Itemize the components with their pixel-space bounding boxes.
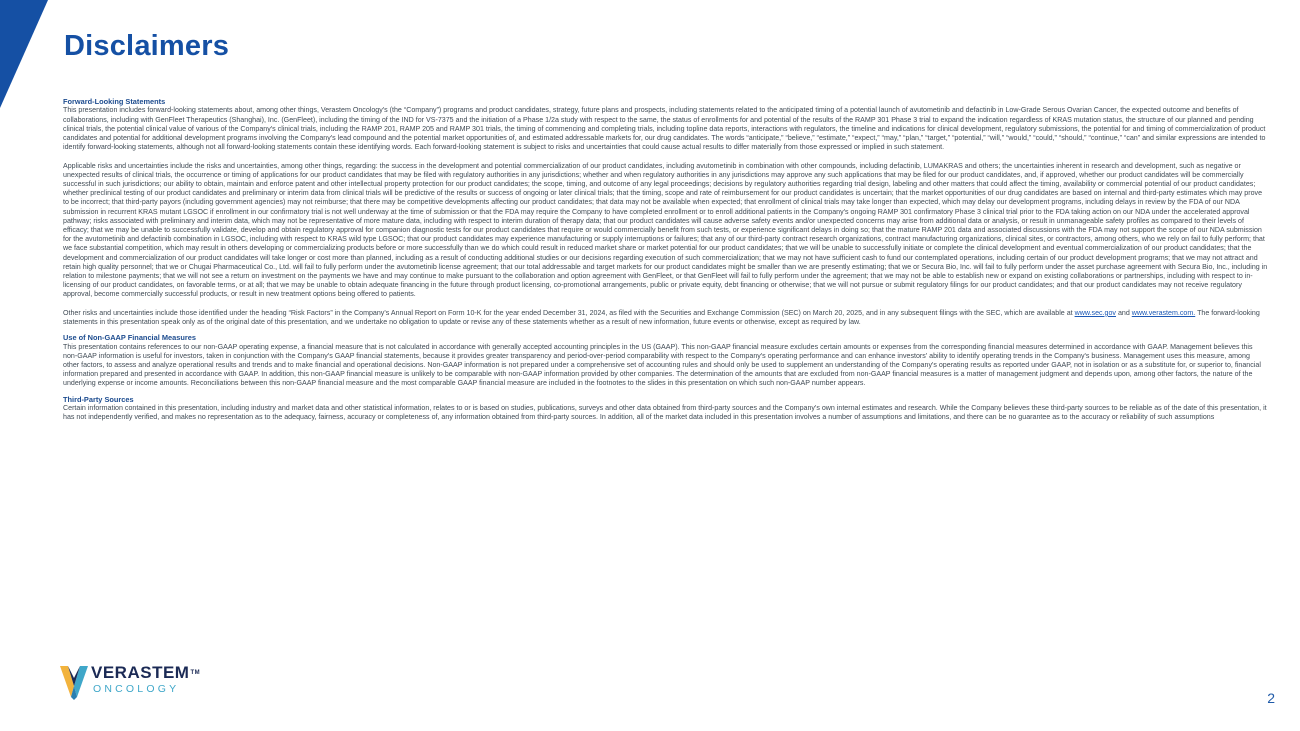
non-gaap-section (63, 333, 1268, 388)
trademark-symbol: TM (190, 670, 201, 676)
disclaimer-body (63, 97, 1268, 432)
forward-looking-paragraph-1: This presentation includes forward-looking statements about, among other things, Verastem Oncology's (the “Company”) programs and product candidates, strategy, future plans and prospects, including statements related to the anticipated timing of a potential launch of avutometinib and defactinib in Low-Grade Serous Ovarian Cancer, the expected outcome and benefits of collaborations, including with GenFleet Therapeutics (Shanghai), Inc. (GenFleet), including the timing of the IND for VS-7375 and the initiation of a Phase 1/2a study with respect to the same, the status of enrollments for and potential of the results of the RAMP 301 Phase 3 trial to expand the indication regardless of KRAS mutation status, the structure of our planned and pending clinical trials, the potential clinical value of various of the Company's clinical trials, including the RAMP 201, RAMP 205 and RAMP 301 trials, the timing of commencing and completing trials, including topline data reports, interactions with regulators, the timeline and indications for clinical development, regulatory submissions, the potential for and timing of commercialization of product candidates and potential for additional development programs involving the Company's lead compound and the potential market opportunities of, and estimated addressable markets for, our drug candidates. The words “anticipate,” “believe,” “estimate,” “expect,” “may,” “plan,” “target,” “potential,” “will,” “would,” “could,” “should,” “continue,” “can” and similar expressions are intended to identify forward-looking statements, although not all forward-looking statements contain these identifying words. Each forward-looking statement is subject to risks and uncertainties that could cause actual results to differ materially from those expressed or implied in such statement. (63, 106, 1266, 152)
third-party-heading: Third-Party Sources (63, 394, 134, 404)
forward-looking-heading: Forward-Looking Statements (63, 97, 166, 106)
verastem-oncology-logo (58, 662, 218, 700)
verastem-link[interactable]: www.verastem.com. (1131, 308, 1196, 317)
forward-looking-paragraph-3 (63, 309, 1268, 327)
forward-looking-paragraph-2: Applicable risks and uncertainties include the risks and uncertainties, among other things, regarding: the success in the development and potential commercialization of our product candidates, including avutometinib in combination with other compounds, including defactinib, LUMAKRAS and others; the uncertainties inherent in research and development, such as negative or unexpected results of clinical trials, the occurrence or timing of applications for our product candidates that may be filed with regulatory authorities in any jurisdictions; whether and when regulatory authorities in any jurisdictions may approve any such applications that may be filed for our product candidates, and, if approved, whether our product candidates will be commercially successful in such jurisdictions; our ability to obtain, maintain and enforce patent and other intellectual property protection for our product candidates; the scope, timing, and outcome of any legal proceedings; decisions by regulatory authorities regarding trial design, labeling and other matters that could affect the timing, availability or commercial potential of our product candidates; whether preclinical testing of our product candidates and preliminary or interim data from clinical trials will be predictive of the results or success of ongoing or later clinical trials; that the timing, scope and rate of reimbursement for our product candidates is uncertain; that the market opportunities of our drug candidates are based on internal and third-party estimates which may prove to be incorrect; that third-party payors (including government agencies) may not reimburse; that there may be competitive developments affecting our product candidates; that data may not be available when expected; that enrollment of clinical trials may take longer than expected, which may delay our development programs, including delays in review by the FDA of our NDA submission in recurrent KRAS mutant LGSOC if enrollment in our confirmatory trial is not well underway at the time of submission or that the FDA may require the Company to have completed enrollment or to enroll additional patients in the Company's ongoing RAMP 301 confirmatory Phase 3 clinical trial prior to the FDA taking action on our NDA under the accelerated approval pathway; risks associated with preliminary and interim data, which may not be representative of more mature data, including with respect to interim duration of therapy data; that our product candidates will cause adverse safety events and/or unexpected concerns may arise from additional data or analysis, or result in unmanageable safety profiles as compared to their levels of efficacy; that we may be unable to successfully validate, develop and obtain regulatory approval for companion diagnostic tests for our product candidates that require or would commercially benefit from such tests, or experience significant delays in doing so; that the mature RAMP 201 data and associated discussions with the FDA may not support the scope of our NDA submission for the avutometinib and defactinib combination in LGSOC, including with respect to KRAS wild type LGSOC; that our product candidates may experience manufacturing or supply interruptions or failures; that any of our third-party contract research organizations, contract manufacturing organizations, clinical sites, or contractors, among others, who we rely on fail to fully perform; that we face substantial competition, which may result in others developing or commercializing products before or more successfully than we do which could result in reduced market share or market potential for our product candidates; that we will be unable to successfully initiate or complete the clinical development and eventual commercialization of our product candidates; that the development and commercialization of our product candidates will take longer or cost more than planned, including as a result of conducting additional studies or our decisions regarding execution of such commercialization; that we may not have sufficient cash to fund our contemplated operations, including certain of our product development programs; that we may not attract and retain high quality personnel; that we or Chugai Pharmaceutical Co., Ltd. will fail to fully perform under the avutometinib license agreement; that our total addressable and target markets for our product candidates might be smaller than we are presently estimating; that we or Secura Bio, Inc. will fail to fully perform under the asset purchase agreement with Secura Bio, Inc., including in relation to milestone payments; that we will not see a return on investment on the payments we have and may continue to make pursuant to the collaboration and option agreement with GenFleet, or that GenFleet will fail to fully perform under the agreement; that we may not be able to establish new or expand on existing collaborations or partnerships, including with respect to in-licensing of our product candidates, on favorable terms, or at all; that we may be unable to obtain adequate financing in the future through product licensing, co-promotional arrangements, public or private equity, debt financing or otherwise; that we will not pursue or submit regulatory filings for our product candidates; and that our product candidates may not receive regulatory approval, become commercially successful products, or result in new treatment options being offered to patients. (63, 161, 1268, 299)
non-gaap-paragraph: This presentation contains references to our non-GAAP operating expense, a financial measure that is not calculated in accordance with generally accepted accounting principles in the US (GAAP). This non-GAAP financial measure excludes certain amounts or expenses from the corresponding financial measures determined in accordance with GAAP. Management believes this non-GAAP information is useful for investors, taken in conjunction with the Company's GAAP financial statements, because it provides greater transparency and period-over-period comparability with respect to the Company's operating performance and can enhance investors' ability to identify operating trends in the Company's business. Management uses this measure, among other factors, to assess and analyze operational results and trends and to make financial and operational decisions. Non-GAAP information is not prepared under a comprehensive set of accounting rules and should only be used to supplement an understanding of the Company's operating results as reported under GAAP, not in isolation or as a substitute for, or superior to, financial information prepared and presented in accordance with GAAP. In addition, this non-GAAP financial measure is unlikely to be comparable with non-GAAP information provided by other companies. The determination of the amounts that are excluded from non-GAAP financial measures is a matter of management judgment and depends upon, among other factors, the nature of the underlying expense or income amounts. Reconciliations between this non-GAAP financial measure and the most comparable GAAP financial measure are included in the footnotes to the slides in this presentation on which such non-GAAP number appears. (63, 342, 1261, 388)
non-gaap-heading: Use of Non-GAAP Financial Measures (63, 333, 196, 343)
p3-text-end: The forward-looking statements in this presentation speak only as of the original date of this presentation, and we undertake no obligation to update or revise any of these statements whether as a result of new information, future events or otherwise, except as required by law. (63, 308, 1260, 327)
corner-accent-shape (0, 0, 50, 110)
p3-text-and: and (1115, 308, 1132, 317)
third-party-section (63, 395, 1268, 423)
p3-text-start: Other risks and uncertainties include those identified under the heading “Risk Factors” in the Company's Annual Report on Form 10-K for the year ended December 31, 2024, as filed with the Securities and Exchange Commission (SEC) on March 20, 2025, and in any subsequent filings with the SEC, which are available at (63, 308, 1075, 317)
sec-gov-link[interactable]: www.sec.gov (1074, 308, 1116, 317)
logo-subtitle: ONCOLOGY (93, 683, 180, 695)
third-party-paragraph: Certain information contained in this presentation, including industry and market data and other statistical information, relates to or is based on studies, publications, surveys and other data obtained from third-party sources and the Company's own internal estimates and research. While the Company believes these third-party sources to be reliable as of the date of this presentation, it has not independently verified, and makes no representation as to the adequacy, fairness, accuracy or completeness of, any information obtained from third-party sources. In addition, all of the market data included in this presentation involves a number of assumptions and limitations, and there can be no guarantee as to the accuracy or reliability of such assumptions (63, 404, 1267, 422)
logo-name-text: VERASTEM (91, 663, 190, 682)
v-logo-icon (58, 664, 90, 700)
logo-wordmark (91, 663, 200, 683)
page-number: 2 (1267, 690, 1275, 706)
page-title: Disclaimers (64, 30, 230, 62)
forward-looking-section (63, 97, 1268, 327)
